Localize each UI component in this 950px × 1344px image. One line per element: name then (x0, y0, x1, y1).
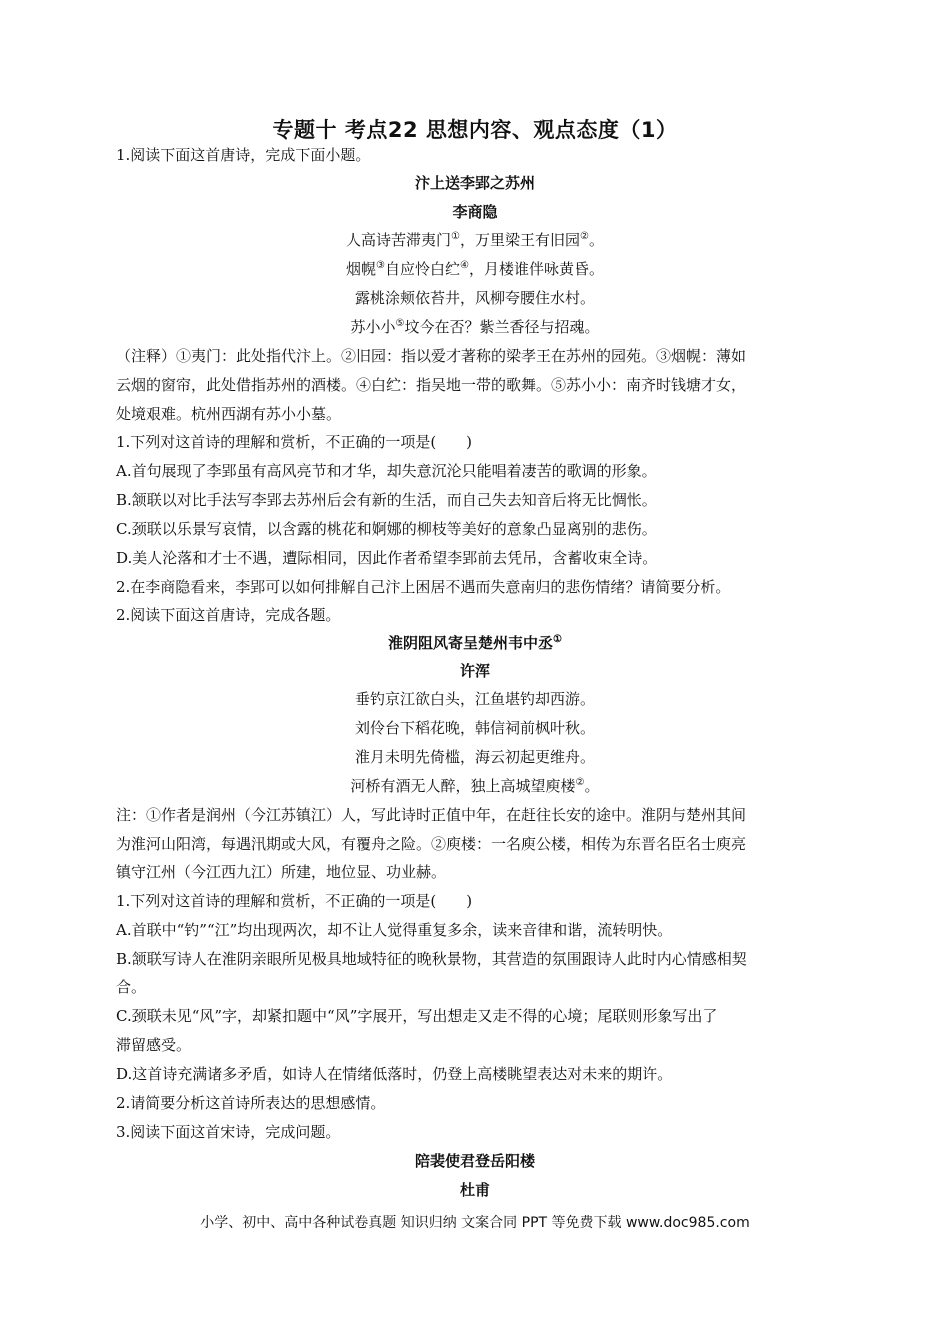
text: ，万里梁王有旧园 (459, 231, 580, 249)
q2-note-3: 镇守江州（今江西九江）所建，地位显、功业赫。 (116, 863, 447, 881)
q1-option-d: D.美人沦落和才士不遇，遭际相同，因此作者希望李郢前去凭吊，含蓄收束全诗。 (116, 549, 658, 567)
q1-sub2: 2.在李商隐看来，李郢可以如何排解自己汴上困居不遇而失意南归的悲伤情绪？请简要分析。 (116, 578, 731, 596)
q2-option-c: C.颈联未见“风”字，却紧扣题中“风”字展开，写出想走又走不得的心境；尾联则形象写出了 (116, 1007, 718, 1025)
q1-poem-line-1 (0, 230, 950, 250)
q3-intro: 3.阅读下面这首宋诗，完成问题。 (116, 1123, 341, 1141)
q1-note-3: 处境艰难。杭州西湖有苏小小墓。 (116, 405, 342, 423)
text: 坟今在否？紫兰香径与招魂。 (404, 318, 600, 336)
q2-poem-line-4 (0, 776, 950, 796)
q1-intro: 1.阅读下面这首唐诗，完成下面小题。 (116, 146, 371, 164)
q2-sub1 (116, 891, 826, 911)
q2-intro: 2.阅读下面这首唐诗，完成各题。 (116, 606, 341, 624)
text: 烟幌 (346, 260, 377, 278)
text: 。 (588, 231, 604, 249)
q1-note-2: 云烟的窗帘，此处借指苏州的酒楼。④白纻：指吴地一带的歌舞。⑤苏小小：南齐时钱塘才女， (116, 376, 747, 394)
q1-option-c: C.颈联以乐景写哀情，以含露的桃花和婀娜的柳枝等美好的意象凸显离别的悲伤。 (116, 520, 657, 538)
q2-option-d: D.这首诗充满诸多矛盾，如诗人在情绪低落时，仍登上高楼眺望表达对未来的期许。 (116, 1065, 673, 1083)
q2-option-b: B.颔联写诗人在淮阴亲眼所见极具地域特征的晚秋景物，其营造的氛围跟诗人此时内心情感相契 (116, 950, 747, 968)
page-title: 专题十 考点22 思想内容、观点态度（1） (272, 118, 678, 142)
q3-poem-title: 陪裴使君登岳阳楼 (414, 1152, 535, 1170)
q1-poem-line-4 (0, 317, 950, 337)
footnote-mark: ③ (376, 260, 385, 271)
q2-sub2: 2.请简要分析这首诗所表达的思想感情。 (116, 1094, 386, 1112)
q2-option-b-cont: 合。 (116, 978, 147, 996)
text: 的一项是( ) (370, 892, 473, 910)
text: 河桥有酒无人醉，独上高城望庾楼 (350, 777, 576, 795)
q2-poem-line-3: 淮月未明先倚槛，海云初起更维舟。 (354, 748, 595, 766)
q2-note-2: 为淮河山阳湾，每遇汛期或大风，有覆舟之险。②庾楼：一名庾公楼，相传为东晋名臣名士庾亮 (116, 835, 747, 853)
footnote-mark: ① (451, 231, 460, 242)
q1-option-a: A.首句展现了李郢虽有高风亮节和才华，却失意沉沦只能唱着凄苦的歌调的形象。 (116, 462, 657, 480)
text: 人高诗苦滞夷门 (346, 231, 452, 249)
q2-note-1: 注：①作者是润州（今江苏镇江）人，写此诗时正值中年，在赶往长安的途中。淮阴与楚州其间 (116, 806, 747, 824)
footnote-mark: ② (580, 231, 589, 242)
text: ，月楼谁伴咏黄昏。 (468, 260, 604, 278)
text: 自应怜白纻 (384, 260, 460, 278)
footnote-mark: ② (575, 777, 585, 788)
q1-note-1: （注释）①夷门：此处指代汴上。②旧园：指以爱才著称的梁孝王在苏州的园苑。③烟幌：薄如 (116, 347, 747, 365)
text: 1.下列对这首诗的理解和赏析， (116, 892, 326, 910)
text: 淮阴阻风寄呈楚州韦中丞 (388, 634, 554, 652)
footnote-mark: ① (553, 634, 562, 645)
q2-poem-line-2: 刘伶台下稻花晚，韩信祠前枫叶秋。 (354, 719, 595, 737)
text: 苏小小 (350, 318, 396, 336)
q1-poem-line-2 (0, 259, 950, 279)
footnote-mark: ⑤ (395, 318, 405, 329)
q2-author: 许浑 (459, 662, 490, 680)
q2-option-a: A.首联中“钓”“江”均出现两次，却不让人觉得重复多余，读来音律和谐，流转明快。 (116, 921, 673, 939)
q1-poem-title: 汴上送李郢之苏州 (414, 174, 535, 192)
q3-author: 杜甫 (459, 1181, 490, 1199)
text: 。 (584, 777, 600, 795)
q1-option-b: B.颔联以对比手法写李郢去苏州后会有新的生活，而自己失去知音后将无比惆怅。 (116, 491, 657, 509)
footnote-mark: ④ (460, 260, 469, 271)
q1-author: 李商隐 (452, 203, 498, 221)
page-footer: 小学、初中、高中各种试卷真题 知识归纳 文案合同 PPT 等免费下载 www.doc985.com (200, 1215, 750, 1231)
emphasis-text: 不正确 (325, 892, 371, 910)
q1-poem-line-3: 露桃涂颊依苔井，风柳夸腰住水村。 (354, 289, 595, 307)
q1-sub1: 1.下列对这首诗的理解和赏析，不正确的一项是( ) (116, 433, 473, 451)
q2-poem-title (0, 633, 950, 653)
q2-option-c-cont: 滞留感受。 (116, 1036, 192, 1054)
q2-poem-line-1: 垂钓京江欲白头，江鱼堪钓却西游。 (354, 690, 595, 708)
